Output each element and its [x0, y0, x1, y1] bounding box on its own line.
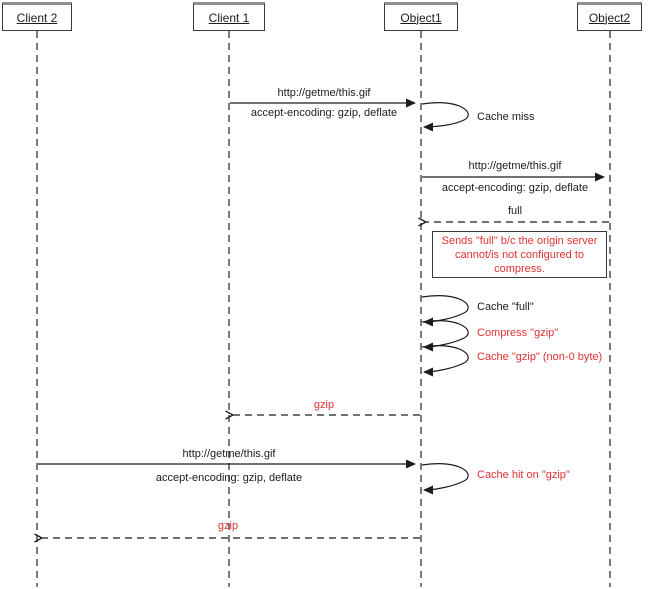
- request3-headers-label: accept-encoding: gzip, deflate: [155, 472, 303, 484]
- request2-headers-label: accept-encoding: gzip, deflate: [441, 182, 589, 194]
- cache-gzip-label: Cache "gzip" (non-0 byte): [477, 351, 603, 363]
- actor-label-client2: Client 2: [16, 10, 58, 25]
- request1-headers-label: accept-encoding: gzip, deflate: [250, 107, 398, 119]
- actor-label-client1: Client 1: [208, 10, 250, 25]
- compress-gzip-label: Compress "gzip": [477, 327, 559, 339]
- response-full-label: full: [507, 205, 523, 217]
- cache-miss-label: Cache miss: [477, 111, 535, 123]
- actor-box-client1: [193, 2, 265, 31]
- request3-url-label: http://getme/this.gif: [182, 448, 276, 460]
- note-origin-server: [432, 231, 607, 278]
- actor-label-object2: Object2: [588, 10, 631, 25]
- actor-box-object1: [384, 2, 458, 31]
- arrow-compress-gzip-loop: [422, 321, 468, 347]
- note-text: Sends "full" b/c the origin server cannot/is not configured to compress.: [441, 234, 598, 275]
- arrow-cache-miss-loop: [422, 103, 468, 127]
- cache-hit-label: Cache hit on "gzip": [477, 469, 570, 481]
- cache-full-label: Cache "full": [477, 301, 534, 313]
- arrow-cache-full-loop: [422, 296, 468, 322]
- actor-box-object2: [577, 2, 642, 31]
- arrow-cache-hit-loop: [422, 464, 468, 490]
- response-gzip2-label: gzip: [217, 520, 239, 532]
- response-gzip1-label: gzip: [313, 399, 335, 411]
- request1-url-label: http://getme/this.gif: [277, 87, 371, 99]
- arrow-cache-gzip-loop: [422, 346, 468, 372]
- actor-label-object1: Object1: [400, 10, 442, 25]
- request2-url-label: http://getme/this.gif: [468, 160, 562, 172]
- actor-box-client2: [2, 2, 72, 31]
